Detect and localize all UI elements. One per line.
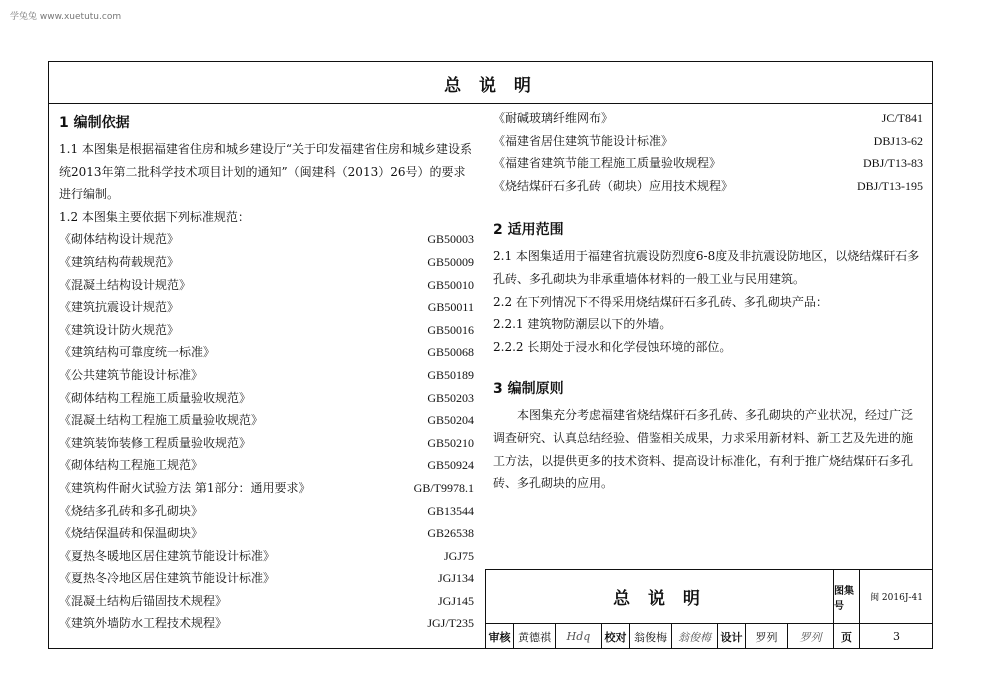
standard-code: GB13544 [427, 503, 474, 518]
standard-row [59, 341, 474, 364]
standard-code: GB50009 [427, 254, 474, 269]
standard-row [59, 432, 474, 455]
standard-row [59, 500, 474, 523]
standard-code: GB/T9978.1 [413, 480, 474, 495]
checker-signature: 翁俊梅 [672, 624, 718, 649]
standard-code: JGJ145 [437, 593, 474, 608]
standard-code: JGJ134 [437, 571, 474, 586]
watermark: 学兔兔 www.xuetutu.com [10, 12, 122, 22]
page-number: 3 [893, 630, 900, 643]
standard-row [59, 228, 474, 251]
section2-paragraph-2: 2.2 在下列情况下不得采用烧结煤矸石多孔砖、多孔砌块产品： [493, 294, 828, 309]
check-label: 校对 [602, 624, 630, 649]
standard-code: GB26538 [427, 526, 474, 541]
standard-name: 《公共建筑节能设计标准》 [59, 367, 204, 382]
checker-name: 翁俊梅 [630, 624, 672, 649]
standard-code: GB50003 [427, 232, 474, 247]
standard-name: 《砌体结构工程施工规范》 [59, 458, 204, 473]
drawing-frame [48, 61, 933, 649]
standard-code: DBJ/T13-195 [857, 178, 923, 193]
page-title: 总 说 明 [444, 76, 537, 96]
standard-name: 《混凝土结构设计规范》 [59, 277, 192, 292]
title-block [485, 569, 932, 648]
title-row [49, 62, 932, 104]
standard-name: 《建筑结构荷载规范》 [59, 254, 180, 269]
standard-row [59, 590, 474, 613]
standards-list-continued [493, 107, 923, 197]
section1-paragraph-1: 1.1 本图集是根据福建省住房和城乡建设厅“关于印发福建省住房和城乡建设系统2013年第二批科学技术项目计划的通知”（闽建科（2013）26号）的要求进行编制。 [59, 142, 473, 202]
designer-name: 罗列 [746, 624, 788, 649]
standard-name: 《烧结保温砖和保温砌块》 [59, 526, 204, 541]
standard-code: DBJ/T13-83 [863, 156, 923, 171]
section1-paragraph-2: 1.2 本图集主要依据下列标准规范： [59, 209, 250, 224]
standard-name: 《夏热冬暖地区居住建筑节能设计标准》 [59, 548, 276, 563]
standard-name: 《混凝土结构后锚固技术规程》 [59, 593, 228, 608]
standard-code: GB50203 [427, 390, 474, 405]
standard-row [59, 545, 474, 568]
standard-name: 《砌体结构工程施工质量验收规范》 [59, 390, 252, 405]
standard-code: GB50210 [427, 435, 474, 450]
standard-row [59, 296, 474, 319]
page-label: 页 [834, 624, 860, 649]
title-block-title: 总 说 明 [486, 570, 834, 624]
section3-heading: 3 编制原则 [493, 381, 564, 398]
section2-heading: 2 适用范围 [493, 222, 564, 239]
standard-name: 《福建省居住建筑节能设计标准》 [493, 133, 674, 148]
standard-row [59, 274, 474, 297]
standard-row [59, 567, 474, 590]
left-column [59, 112, 474, 635]
section3-paragraph-1: 本图集充分考虑福建省烧结煤矸石多孔砖、多孔砌块的产业状况，经过广泛调查研究、认真总结经验、借鉴相关成果，力求采用新材料、新工艺及先进的施工方法，以提供更多的技术资料、提高设计标准化，有利于推广烧结煤矸石多孔砖、多孔砌块的应用。 [493, 408, 914, 491]
standard-name: 《建筑构件耐火试验方法 第1部分：通用要求》 [59, 480, 311, 495]
standard-row [493, 175, 923, 198]
standard-row [493, 130, 923, 153]
standard-row [59, 364, 474, 387]
section2-paragraph-4: 2.2.2 长期处于浸水和化学侵蚀环境的部位。 [493, 339, 732, 354]
section2-paragraph-3: 2.2.1 建筑物防潮层以下的外墙。 [493, 317, 672, 332]
standard-code: JGJ75 [443, 548, 474, 563]
reviewer-name: 黄德祺 [514, 624, 556, 649]
standard-code: GB50016 [427, 322, 474, 337]
standard-name: 《烧结多孔砖和多孔砌块》 [59, 503, 204, 518]
section2-paragraph-1: 2.1 本图集适用于福建省抗震设防烈度6-8度及非抗震设防地区，以烧结煤矸石多孔砖、多孔砌块为非承重墙体材料的一般工业与民用建筑。 [493, 249, 920, 286]
standard-code: JGJ/T235 [427, 616, 474, 631]
standard-code: GB50924 [427, 458, 474, 473]
standard-code: GB50068 [427, 345, 474, 360]
standard-name: 《建筑外墙防水工程技术规程》 [59, 616, 228, 631]
reviewer-signature: Hdq [556, 624, 602, 649]
standard-name: 《建筑设计防火规范》 [59, 322, 180, 337]
standard-code: GB50189 [427, 367, 474, 382]
standard-row [59, 522, 474, 545]
standards-list [59, 228, 474, 635]
standard-name: 《烧结煤矸石多孔砖（砌块）应用技术规程》 [493, 178, 734, 193]
designer-signature: 罗列 [788, 624, 834, 649]
standard-name: 《建筑装饰装修工程质量验收规范》 [59, 435, 252, 450]
standard-name: 《混凝土结构工程施工质量验收规范》 [59, 413, 264, 428]
design-label: 设计 [718, 624, 746, 649]
section1-heading: 1 编制依据 [59, 115, 130, 131]
standard-row [59, 251, 474, 274]
standard-code: GB50010 [427, 277, 474, 292]
standard-name: 《夏热冬冷地区居住建筑节能设计标准》 [59, 571, 276, 586]
standard-row [493, 152, 923, 175]
standard-name: 《建筑结构可靠度统一标准》 [59, 345, 216, 360]
standard-row [59, 612, 474, 635]
standard-code: GB50011 [427, 300, 474, 315]
standard-row [59, 319, 474, 342]
atlas-number-label: 图集号 [834, 570, 860, 624]
standard-code: JC/T841 [881, 111, 923, 125]
standard-name: 《耐碱玻璃纤维网布》 [493, 111, 614, 125]
standard-row [59, 387, 474, 410]
standard-code: DBJ13-62 [873, 133, 923, 148]
standard-row [59, 477, 474, 500]
standard-name: 《建筑抗震设计规范》 [59, 300, 180, 315]
standard-code: GB50204 [427, 413, 474, 428]
standard-name: 《福建省建筑节能工程施工质量验收规程》 [493, 156, 722, 171]
atlas-number: 闽 2016J-41 [860, 570, 933, 624]
standard-name: 《砌体结构设计规范》 [59, 232, 180, 247]
standard-row [59, 409, 474, 432]
review-label: 审核 [486, 624, 514, 649]
standard-row [59, 454, 474, 477]
standard-row [493, 107, 923, 130]
right-column [493, 107, 923, 495]
